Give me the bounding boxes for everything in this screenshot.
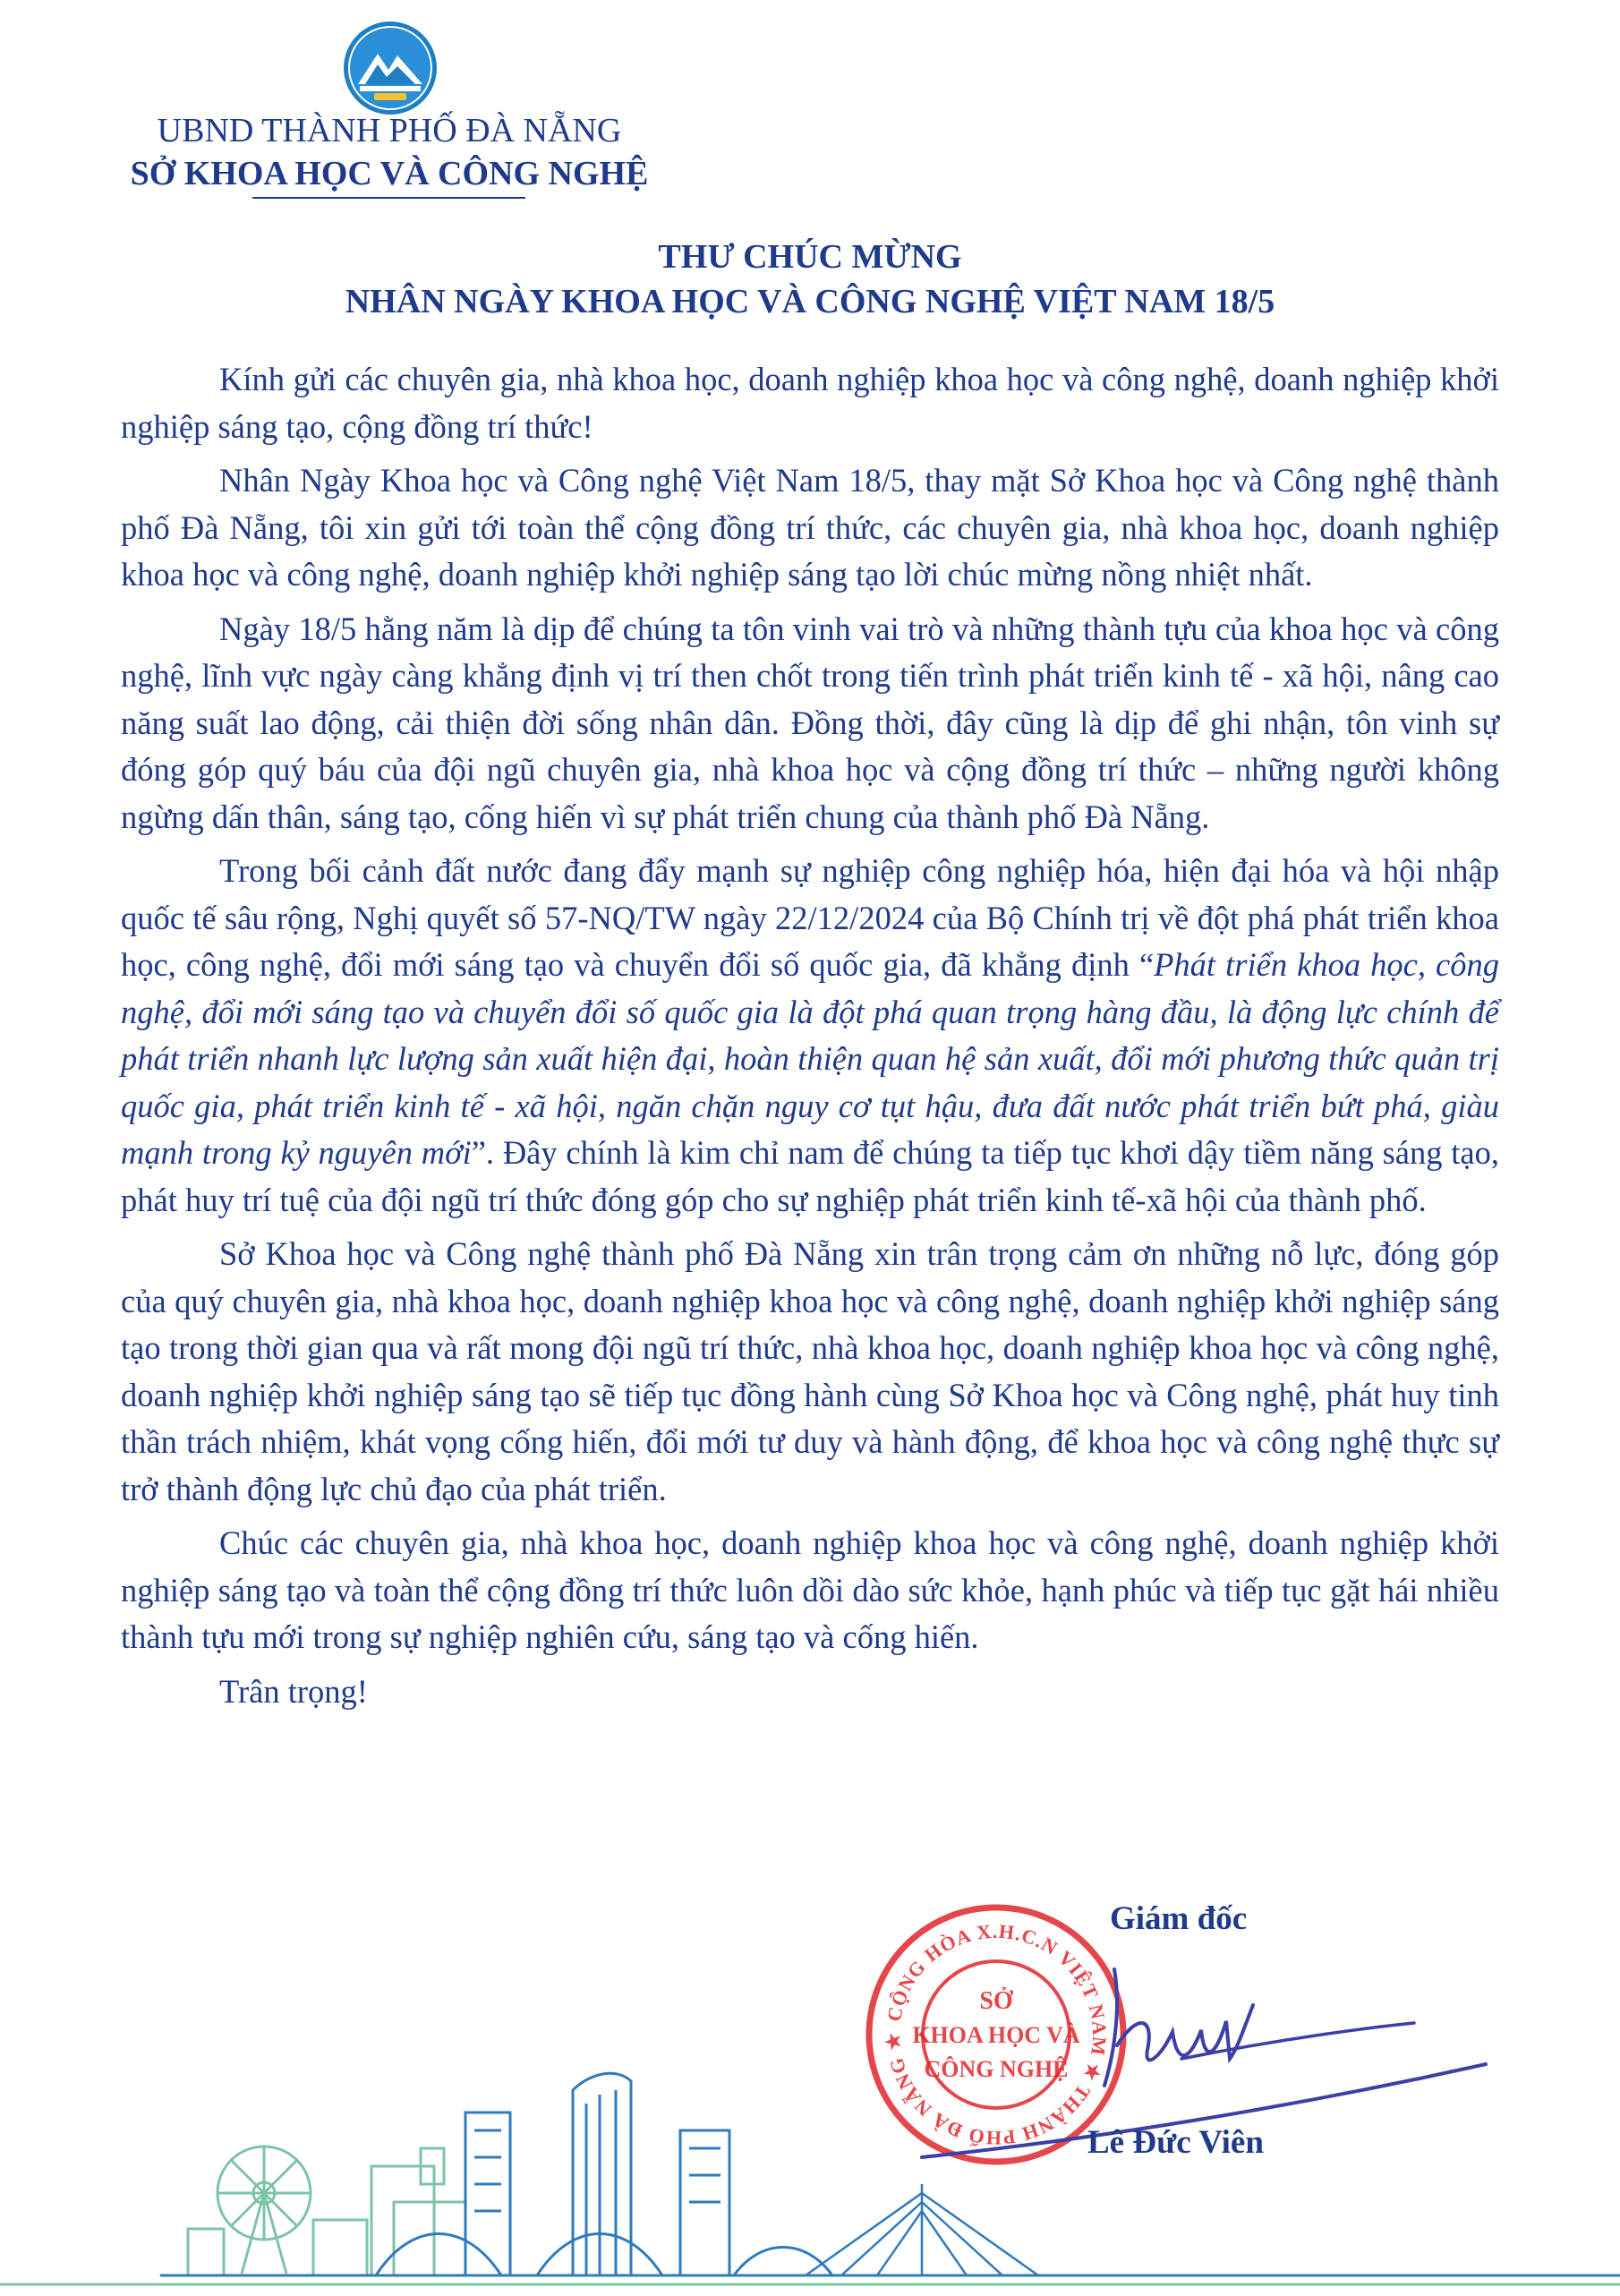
body-paragraph-2: Ngày 18/5 hằng năm là dịp để chúng ta tôn vinh vai trò và những thành tựu của khoa học và công nghệ, lĩnh vực ngày càng khẳng định vị trí then chốt trong tiến trình phát triển kinh tế - xã hội, nâng cao năng suất lao động, cải thiện đời sống nhân dân. Đồng thời, đây cũng là dịp để ghi nhận, tôn vinh sự đóng góp quý báu của đội ngũ chuyên gia, nhà khoa học và cộng đồng trí thức – những người không ngừng dấn thân, sáng tạo, cống hiến vì sự phát triển chung của thành phố Đà Nẵng. — [121, 610, 1499, 835]
organization-name: UBND THÀNH PHỐ ĐÀ NẴNG — [157, 112, 622, 149]
department-name: SỞ KHOA HỌC VÀ CÔNG NGHỆ — [130, 155, 649, 192]
stamp-line-3: CÔNG NGHỆ — [924, 2056, 1069, 2082]
svg-text:CỘNG HÒA X.H.C.N VIỆT NAM ★ TH: CỘNG HÒA X.H.C.N VIỆT NAM ★ THÀNH PHỐ ĐÀ NẴNG ★ — [881, 1919, 1112, 2150]
body-paragraph-5: Chúc các chuyên gia, nhà khoa học, doanh nghiệp khoa học và công nghệ, doanh nghiệp khởi nghiệp sáng tạo và toàn thể cộng đồng trí thức luôn dồi dào sức khỏe, hạnh phúc và tiếp tục gặt hái nhiều thành tựu mới trong sự nghiệp nghiên cứu, sáng tạo và cống hiến. — [121, 1524, 1499, 1655]
letter-subtitle: NHÂN NGÀY KHOA HỌC VÀ CÔNG NGHỆ VIỆT NAM 18/5 — [345, 283, 1275, 320]
city-logo — [342, 20, 439, 116]
skyline-icon — [0, 2050, 1620, 2292]
logo-emblem-icon — [342, 20, 439, 116]
letter-body — [121, 356, 1499, 1722]
salutation-paragraph: Kính gửi các chuyên gia, nhà khoa học, doanh nghiệp khoa học và công nghệ, doanh nghiệp khởi nghiệp sáng tạo, cộng đồng trí thức! — [121, 361, 1499, 445]
letter-title: THƯ CHÚC MỪNG — [658, 238, 962, 276]
body-paragraph-4: Sở Khoa học và Công nghệ thành phố Đà Nẵng xin trân trọng cảm ơn những nỗ lực, đóng góp của quý chuyên gia, nhà khoa học, doanh nghiệp khoa học và công nghệ, doanh nghiệp khởi nghiệp sáng tạo trong thời gian qua và rất mong đội ngũ trí thức, nhà khoa học, doanh nghiệp khoa học và công nghệ, doanh nghiệp khởi nghiệp sáng tạo sẽ tiếp tục đồng hành cùng Sở Khoa học và Công nghệ, phát huy tinh thần trách nhiệm, khát vọng cống hiến, đổi mới tư duy và hành động, để khoa học và công nghệ thực sự trở thành động lực chủ đạo của phát triển. — [121, 1235, 1499, 1507]
body-paragraph-1: Nhân Ngày Khoa học và Công nghệ Việt Nam 18/5, thay mặt Sở Khoa học và Công nghệ thành phố Đà Nẵng, tôi xin gửi tới toàn thể cộng đồng trí thức, các chuyên gia, nhà khoa học, doanh nghiệp khoa học và công nghệ, doanh nghiệp khởi nghiệp sáng tạo lời chúc mừng nồng nhiệt nhất. — [121, 462, 1499, 593]
body-paragraph-3 — [121, 848, 1499, 1224]
closing-line: Trân trọng! — [219, 1672, 368, 1710]
header-underline — [252, 197, 525, 199]
stamp-line-1: SỞ — [979, 1987, 1013, 2015]
signatory-name: Lê Đức Viên — [1087, 2124, 1264, 2161]
ferris-wheel-icon — [217, 2147, 311, 2274]
paragraph-3-conclusion: ”. Đây chính là kim chỉ nam để chúng ta tiếp tục khơi dậy tiềm năng sáng tạo, phát huy trí tuệ của đội ngũ trí thức đóng góp cho sự nghiệp phát triển kinh tế-xã hội của thành phố. — [121, 1134, 1499, 1218]
paragraph-3-intro: Trong bối cảnh đất nước đang đẩy mạnh sự nghiệp công nghiệp hóa, hiện đại hóa và hội nhập quốc tế sâu rộng, Nghị quyết số 57-NQ/TW ngày 22/12/2024 của Bộ Chính trị về đột phá phát triển khoa học, công nghệ, đổi mới sáng tạo và chuyển đổi số quốc gia, đã khẳng định “ — [121, 852, 1499, 983]
resolution-quote: Phát triển khoa học, công nghệ, đổi mới sáng tạo và chuyển đổi số quốc gia là đột phá quan trọng hàng đầu, là động lực chính để phát triển nhanh lực lượng sản xuất hiện đại, hoàn thiện quan hệ sản xuất, đổi mới phương thức quản trị quốc gia, phát triển kinh tế - xã hội, ngăn chặn nguy cơ tụt hậu, đưa đất nước phát triển bứt phá, giàu mạnh trong kỷ nguyên mới — [121, 946, 1499, 1171]
stamp-line-2: KHOA HỌC VÀ — [912, 2022, 1080, 2048]
signatory-title: Giám đốc — [1110, 1900, 1248, 1937]
city-skyline-illustration — [0, 2050, 1620, 2292]
